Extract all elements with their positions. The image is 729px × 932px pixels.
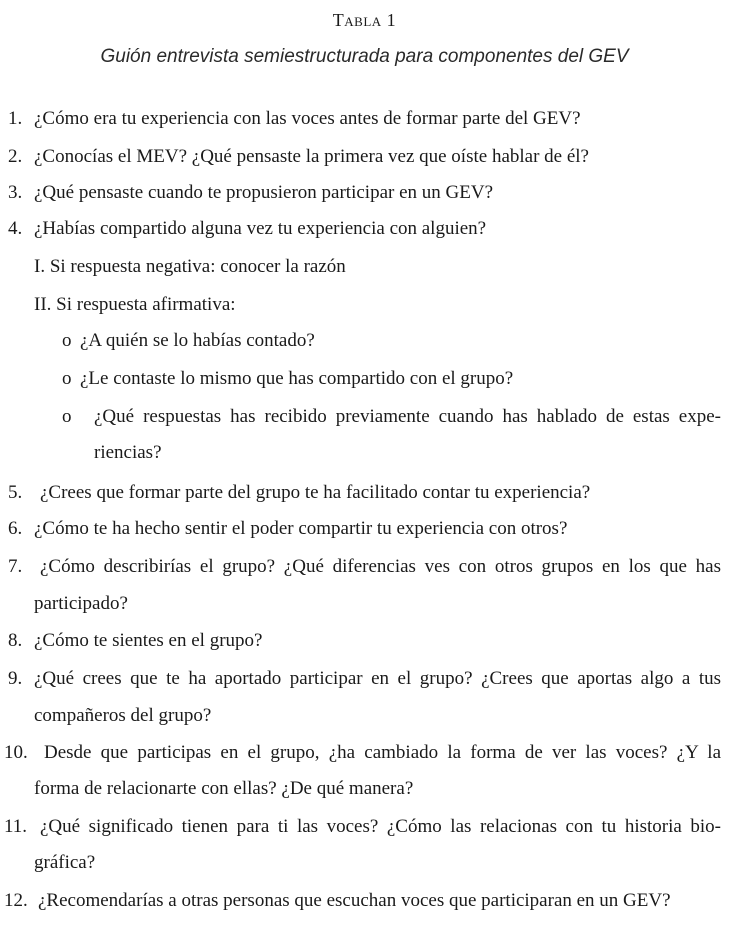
question-number: 6. <box>8 518 23 539</box>
bullet-marker: o <box>62 330 72 351</box>
question-text: ¿Crees que formar parte del grupo te ha facilitado contar tu experiencia? <box>40 482 591 503</box>
question-number: 3. <box>8 182 23 203</box>
bullet-marker: o <box>62 368 72 389</box>
question-text-continued: compañeros del grupo? <box>34 705 212 726</box>
question-number: 4. <box>8 218 23 239</box>
question-number: 11. <box>4 816 28 837</box>
question-number: 2. <box>8 146 23 167</box>
table-label: Tabla 1 <box>332 10 397 30</box>
question-number: 8. <box>8 630 23 651</box>
question-text: Desde que participas en el grupo, ¿ha cambiado la forma de ver las voces? ¿Y la <box>44 742 721 763</box>
question-text: ¿Qué pensaste cuando te propusieron participar en un GEV? <box>34 182 493 203</box>
question-text: ¿Habías compartido alguna vez tu experiencia con alguien? <box>34 218 487 239</box>
question-number: 9. <box>8 668 23 689</box>
table-subtitle: Guión entrevista semiestructurada para componentes del GEV <box>100 46 629 67</box>
question-number: 7. <box>8 556 23 577</box>
question-text: ¿Cómo te sientes en el grupo? <box>34 630 263 651</box>
bullet-text: ¿Qué respuestas has recibido previamente cuando has hablado de estas expe- <box>94 406 721 427</box>
question-text: ¿Recomendarías a otras personas que escuchan voces que participaran en un GEV? <box>38 890 671 911</box>
question-text: ¿Cómo era tu experiencia con las voces antes de formar parte del GEV? <box>34 108 581 129</box>
question-text: ¿Qué crees que te ha aportado participar en el grupo? ¿Crees que aportas algo a tus <box>34 668 721 689</box>
question-text-continued: forma de relacionarte con ellas? ¿De qué manera? <box>34 778 414 799</box>
question-text: ¿Qué significado tienen para ti las voces? ¿Cómo las relacionas con tu historia bio- <box>40 816 721 837</box>
bullet-text-continued: riencias? <box>94 442 162 463</box>
question-text: ¿Cómo describirías el grupo? ¿Qué diferencias ves con otros grupos en los que has <box>40 556 721 577</box>
bullet-marker: o <box>62 406 72 427</box>
question-text: ¿Conocías el MEV? ¿Qué pensaste la primera vez que oíste hablar de él? <box>34 146 589 167</box>
question-number: 10. <box>4 742 28 763</box>
bullet-text: ¿Le contaste lo mismo que has compartido con el grupo? <box>80 368 514 389</box>
question-number: 1. <box>8 108 23 129</box>
sub-item-affirmative: II. Si respuesta afirmativa: <box>34 294 236 315</box>
bullet-text: ¿A quién se lo habías contado? <box>80 330 315 351</box>
question-text: ¿Cómo te ha hecho sentir el poder compartir tu experiencia con otros? <box>34 518 568 539</box>
question-text-continued: participado? <box>34 593 128 614</box>
question-number: 12. <box>4 890 28 911</box>
sub-item-negative: I. Si respuesta negativa: conocer la razón <box>34 256 346 277</box>
question-text-continued: gráfica? <box>34 852 96 873</box>
question-number: 5. <box>8 482 23 503</box>
